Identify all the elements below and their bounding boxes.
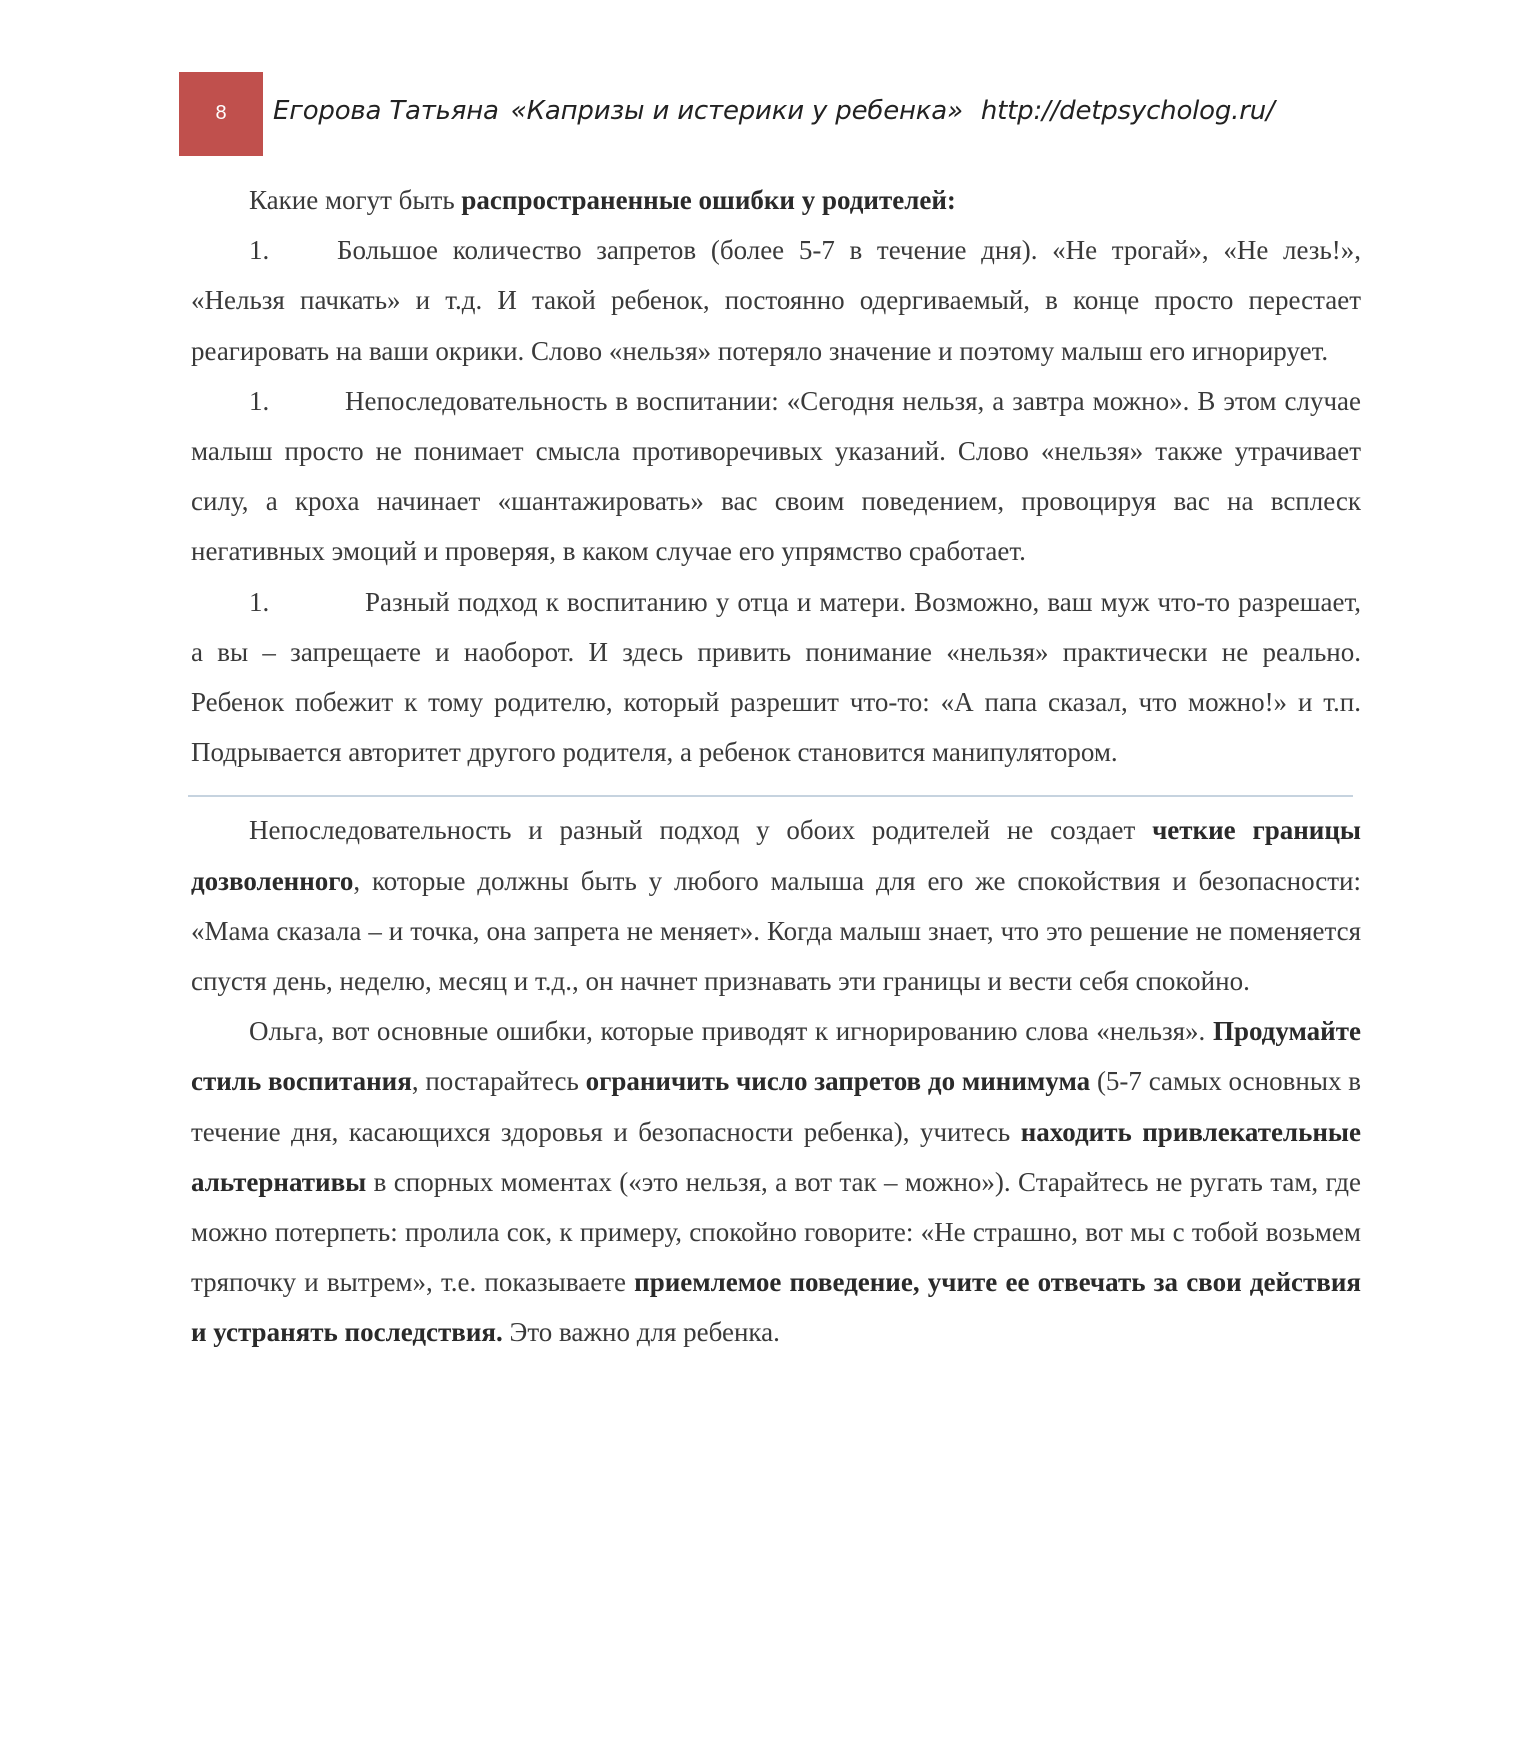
paragraph-text: Непоследовательность и разный подход у обоих родителей не создает	[249, 815, 1153, 846]
page-number: 8	[215, 102, 227, 124]
page-body	[191, 175, 1361, 1358]
paragraph-text: , которые должны быть у любого малыша для его же спокойствия и безопасности: «Мама сказала – и точка, она запрета не меняет». Когда малыш знает, что это решение не поменяется спустя день, неделю, месяц и т.д., он начнет признавать эти границы и вести себя спокойно.	[191, 865, 1361, 997]
list-item-text: Непоследовательность в воспитании: «Сегодня нельзя, а завтра можно». В этом случае малыш просто не понимает смысла противоречивых указаний. Слово «нельзя» также утрачивает силу, а кроха начинает «шантажировать» вас своим поведением, провоцируя вас на всплеск негативных эмоций и проверяя, в каком случае его упрямство сработает.	[191, 385, 1361, 567]
list-item	[191, 577, 1361, 778]
paragraph-bold: ограничить число запретов до минимума	[585, 1066, 1091, 1097]
running-header	[273, 96, 1275, 126]
paragraph-bold: находить привлекательные альтернативы	[191, 1116, 1361, 1197]
paragraph-bold: приемлемое поведение, учите ее отвечать за свои действия и устранять последствия.	[191, 1267, 1361, 1348]
paragraph-bold: четкие границы дозволенного	[191, 815, 1361, 896]
paragraph-boundaries	[191, 805, 1361, 1006]
intro-lead: Какие могут быть	[249, 185, 462, 215]
list-item-marker: 1.	[249, 235, 270, 266]
paragraph-text: в спорных моментах («это нельзя, а вот так – можно»). Старайтесь не ругать там, где можно потерпеть: пролила сок, к примеру, спокойно говорите: «Не страшно, вот мы с тобой возьмем тряпочку и вытрем», т.е. показываете	[191, 1166, 1361, 1298]
paragraph-text: Ольга, вот основные ошибки, которые приводят к игнорированию слова «нельзя».	[249, 1016, 1213, 1047]
header-url: http://detpsycholog.ru/	[980, 96, 1275, 126]
list-item-marker: 1.	[249, 586, 270, 617]
header-author: Егорова Татьяна	[273, 96, 499, 126]
intro-paragraph	[191, 175, 1361, 225]
list-item-text: Разный подход к воспитанию у отца и матери. Возможно, ваш муж что-то разрешает, а вы – запрещаете и наоборот. И здесь привить понимание «нельзя» практически не реально. Ребенок побежит к тому родителю, который разрешит что-то: «А папа сказал, что можно!» и т.п. Подрывается авторитет другого родителя, а ребенок становится манипулятором.	[191, 586, 1361, 768]
list-item-text: Большое количество запретов (более 5-7 в течение дня). «Не трогай», «Не лезь!», «Нельзя пачкать» и т.д. И такой ребенок, постоянно одергиваемый, в конце просто перестает реагировать на ваши окрики. Слово «нельзя» потеряло значение и поэтому малыш его игнорирует.	[191, 235, 1361, 366]
list-item-marker: 1.	[249, 385, 270, 416]
header-book-title: «Капризы и истерики у ребенка»	[510, 96, 963, 126]
list-item	[191, 225, 1361, 376]
paragraph-text: (5-7 самых основных в течение дня, касающихся здоровья и безопасности ребенка), учитесь	[191, 1066, 1361, 1147]
list-item	[191, 376, 1361, 577]
intro-bold: распространенные ошибки у родителей:	[461, 185, 956, 215]
section-divider	[188, 795, 1353, 797]
page-number-badge	[179, 72, 263, 156]
paragraph-advice	[191, 1006, 1361, 1357]
paragraph-bold: Продумайте стиль воспитания	[191, 1016, 1361, 1097]
paragraph-text: Это важно для ребенка.	[502, 1317, 780, 1348]
paragraph-text: , постарайтесь	[411, 1066, 586, 1097]
